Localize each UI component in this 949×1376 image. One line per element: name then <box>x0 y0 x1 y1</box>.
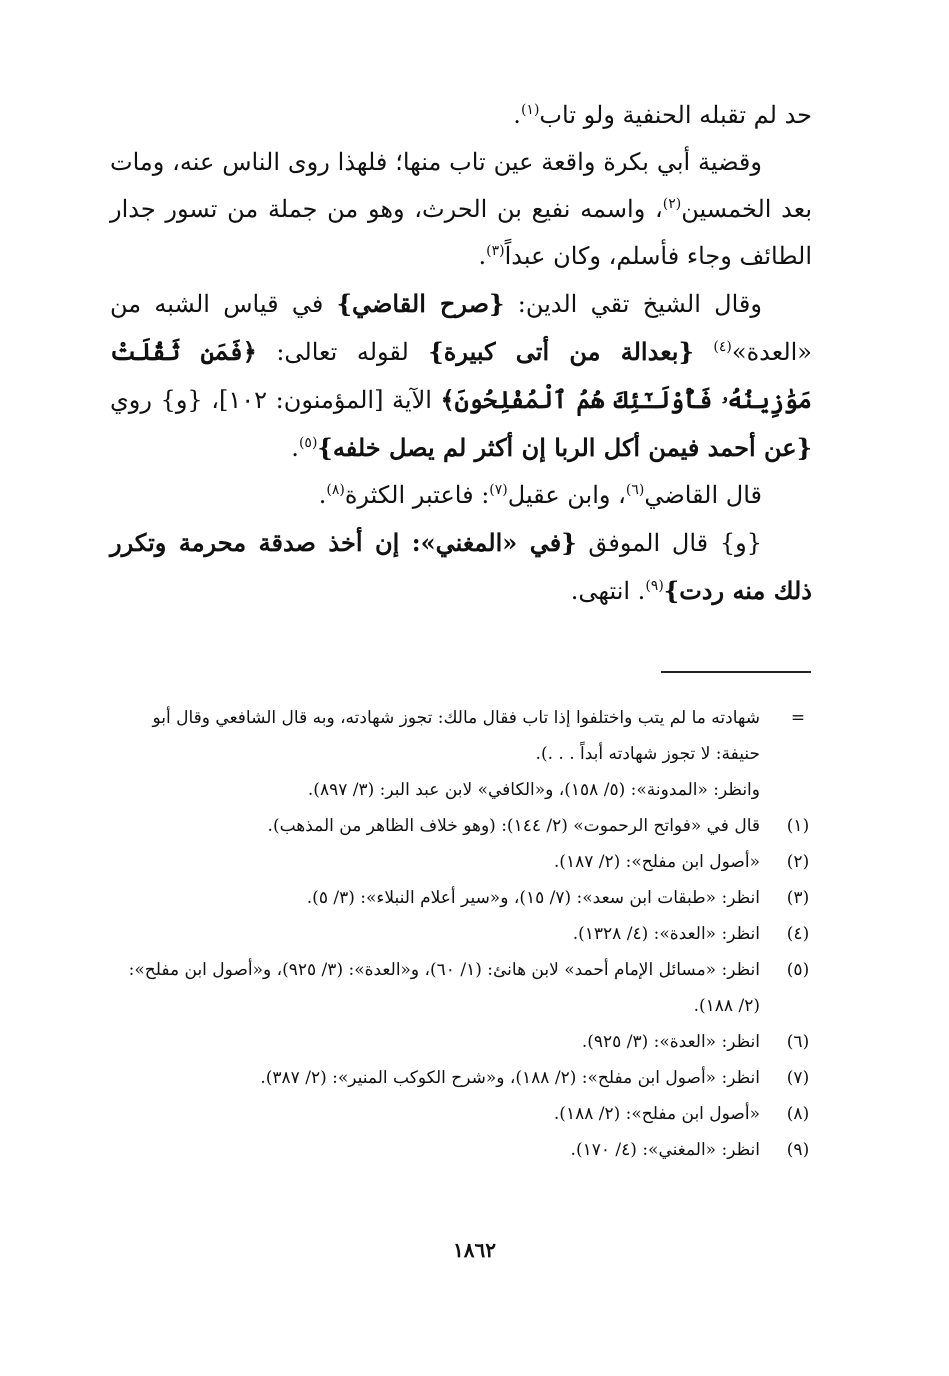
footnote-item <box>110 844 818 880</box>
footnote-ref[interactable]: (٤) <box>713 339 732 355</box>
bold-quote: {صرح القاضي} <box>336 289 505 318</box>
text-run: {و} قال الموفق <box>576 529 763 557</box>
footnote-text: انظر: «العدة»: (٤/ ١٣٢٨). <box>572 924 760 944</box>
quran-verse: ﴿فَمَن ثَقُلَتْ مَوَٰزِينُهُۥ فَأُوْلَـٰٓئِكَ هُمُ ٱلْمُفْلِحُونَ﴾ <box>110 337 812 414</box>
footnote-text: «أصول ابن مفلح»: (٢/ ١٨٨). <box>553 1104 760 1124</box>
footnote-text: انظر: «أصول ابن مفلح»: (٢/ ١٨٨)، و«شرح الكوكب المنير»: (٢/ ٣٨٧). <box>260 1068 760 1088</box>
paragraph-4 <box>110 472 812 519</box>
footnote-text: انظر: «المغني»: (٤/ ١٧٠). <box>570 1140 760 1160</box>
footnote-ref[interactable]: (٨) <box>326 482 345 498</box>
footnote-text: «أصول ابن مفلح»: (٢/ ١٨٧). <box>553 852 760 872</box>
main-text <box>110 92 812 615</box>
footnote-number: (٥) <box>786 960 810 980</box>
footnote-number: = <box>790 708 806 728</box>
footnote-number: (٣) <box>786 888 810 908</box>
footnote-ref[interactable]: (١) <box>520 102 540 118</box>
bold-quote: {بعدالة من أتى كبيرة} <box>428 337 694 366</box>
footnote-text: قال في «فواتح الرحموت» (٢/ ١٤٤): (وهو خلاف الظاهر من المذهب). <box>267 816 760 836</box>
footnote-number: (٢) <box>786 852 810 872</box>
footnote-text: شهادته ما لم يتب واختلفوا إذا تاب فقال مالك: تجوز شهادته، وبه قال الشافعي وقال أبو حنيفة: لا تجوز شهادته أبداً . . .). <box>152 708 760 764</box>
footnote-item <box>110 952 818 1024</box>
paragraph-5 <box>110 519 812 615</box>
paragraph-2 <box>110 139 812 280</box>
footnote-item <box>110 1024 818 1060</box>
footnote-item <box>110 772 818 808</box>
footnote-text: وانظر: «المدونة»: (٥/ ١٥٨)، و«الكافي» لابن عبد البر: (٣/ ٨٩٧). <box>307 780 760 800</box>
footnote-item <box>110 1132 818 1168</box>
footnote-text: انظر: «طبقات ابن سعد»: (٧/ ١٥)، و«سير أعلام النبلاء»: (٣/ ٥). <box>306 888 760 908</box>
page-number: ١٨٦٢ <box>453 1238 496 1262</box>
footnote-item <box>110 700 818 772</box>
text-run: ، وابن عقيل <box>507 481 626 509</box>
text-run: وقال الشيخ تقي الدين: <box>504 290 762 318</box>
text-run: ، واسمه نفيع بن الحرث، وهو من جملة من تسور جدار الطائف وجاء فأسلم، وكان عبداً <box>110 195 812 270</box>
footnotes <box>110 700 818 1168</box>
bold-quote: {عن أحمد فيمن أكل الربا إن أكثر لم يصل خلفه} <box>317 433 812 462</box>
footnote-number: (٨) <box>786 1104 810 1124</box>
text-run: حد لم تقبله الحنفية ولو تاب <box>539 101 812 129</box>
text-run: قال القاضي <box>644 481 762 509</box>
footnote-item <box>110 1060 818 1096</box>
footnote-divider <box>661 671 811 673</box>
text-run: لقوله تعالى: <box>256 338 429 366</box>
footnote-item <box>110 1096 818 1132</box>
text-run: . <box>478 242 487 270</box>
text-run <box>694 338 714 366</box>
footnote-item <box>110 880 818 916</box>
text-run: في قياس الشبه من «العدة» <box>110 290 812 366</box>
footnote-number: (٩) <box>786 1140 810 1160</box>
bold-quote: {في «المغني»: إن أخذ صدقة محرمة وتكرر ذلك منه ردت} <box>110 528 812 605</box>
text-run: : فاعتبر الكثرة <box>344 481 490 509</box>
footnote-ref[interactable]: (٩) <box>645 578 664 594</box>
footnote-item <box>110 916 818 952</box>
text-run: وقضية أبي بكرة واقعة عين تاب منها؛ فلهذا روى الناس عنه، ومات بعد الخمسين <box>110 148 812 223</box>
footnote-number: (٧) <box>786 1068 810 1088</box>
footnote-ref[interactable]: (٧) <box>489 482 508 498</box>
text-run: . انتهى. <box>570 577 646 605</box>
footnote-ref[interactable]: (٦) <box>625 482 645 498</box>
footnote-number: (٤) <box>786 924 810 944</box>
text-run: . <box>513 101 521 129</box>
text-run: . <box>318 481 327 509</box>
footnote-text: انظر: «مسائل الإمام أحمد» لابن هانئ: (١/ ٦٠)، و«العدة»: (٣/ ٩٢٥)، و«أصول ابن مفلح»: (٢/ ١٨٨). <box>128 960 760 1016</box>
paragraph-3 <box>110 280 812 472</box>
footnote-ref[interactable]: (٥) <box>298 435 318 451</box>
footnote-ref[interactable]: (٣) <box>486 243 505 259</box>
footnote-item <box>110 808 818 844</box>
text-run: . <box>291 434 299 462</box>
footnote-number: (١) <box>786 816 810 836</box>
footnote-text: انظر: «العدة»: (٣/ ٩٢٥). <box>581 1032 760 1052</box>
footnote-ref[interactable]: (٢) <box>662 196 682 212</box>
paragraph-1 <box>110 92 812 139</box>
text-run: الآية [المؤمنون: ١٠٢]، {و} روي <box>110 386 441 414</box>
footnote-number: (٦) <box>786 1032 810 1052</box>
